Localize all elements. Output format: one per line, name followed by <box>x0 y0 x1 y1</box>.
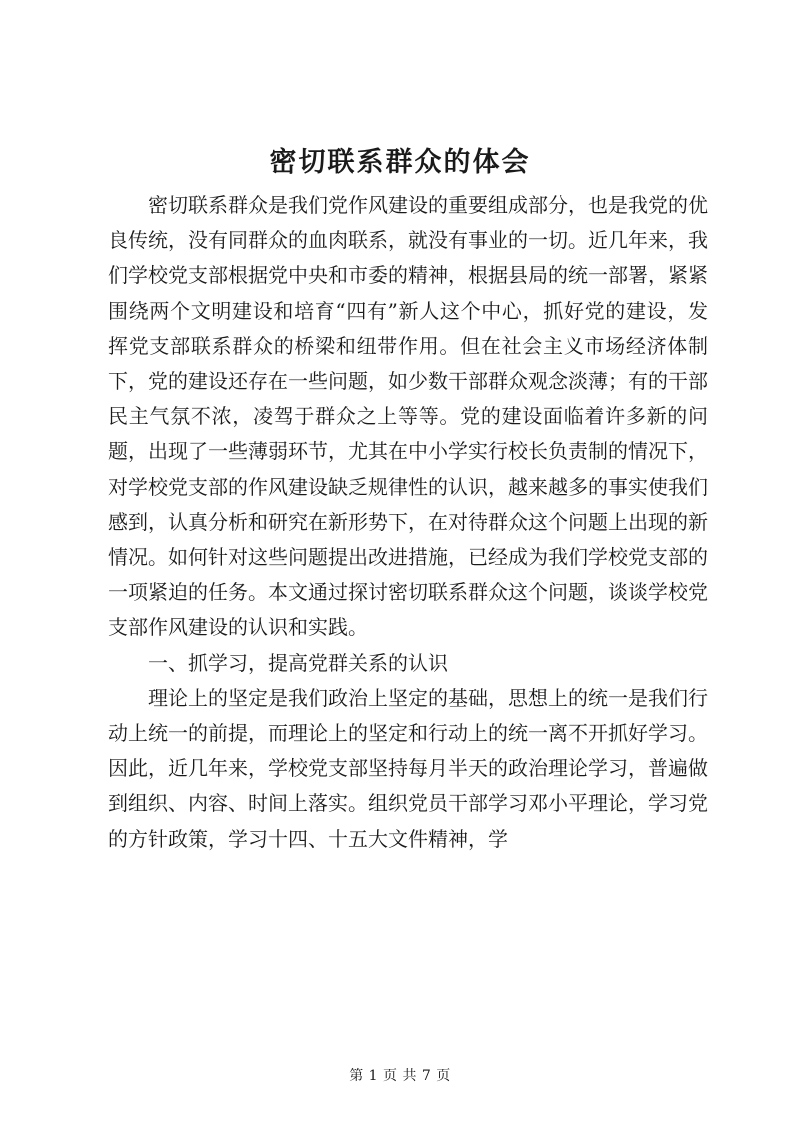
paragraph-section-1: 理论上的坚定是我们政治上坚定的基础，思想上的统一是我们行动上统一的前提，而理论上的坚定和行动上的统一离不开抓好学习。因此，近几年来，学校党支部坚持每月半天的政治理论学习，普遍做到组织、内容、时间上落实。组织党员干部学习邓小平理论，学习党的方针政策，学习十四、十五大文件精神，学 <box>108 685 708 851</box>
document-body <box>108 188 708 857</box>
page-number: 第 1 页 共 7 页 <box>349 1068 451 1084</box>
paragraph-intro: 密切联系群众是我们党作风建设的重要组成部分，也是我党的优良传统，没有同群众的血肉联系，就没有事业的一切。近几年来，我们学校党支部根据党中央和市委的精神，根据县局的统一部署，紧紧围绕两个文明建设和培育“四有”新人这个中心，抓好党的建设，发挥党支部联系群众的桥梁和纽带作用。但在社会主义市场经济体制下，党的建设还存在一些问题，如少数干部群众观念淡薄；有的干部民主气氛不浓，凌驾于群众之上等等。党的建设面临着许多新的问题，出现了一些薄弱环节，尤其在中小学实行校长负责制的情况下，对学校党支部的作风建设缺乏规律性的认识，越来越多的事实使我们感到，认真分析和研究在新形势下，在对待群众这个问题上出现的新情况。如何针对这些问题提出改进措施，已经成为我们学校党支部的一项紧迫的任务。本文通过探讨密切联系群众这个问题，谈谈学校党支部作风建设的认识和实践。 <box>108 193 708 640</box>
document-title: 密切联系群众的体会 <box>269 147 531 178</box>
section-heading-1: 一、抓学习，提高党群关系的认识 <box>148 650 448 675</box>
